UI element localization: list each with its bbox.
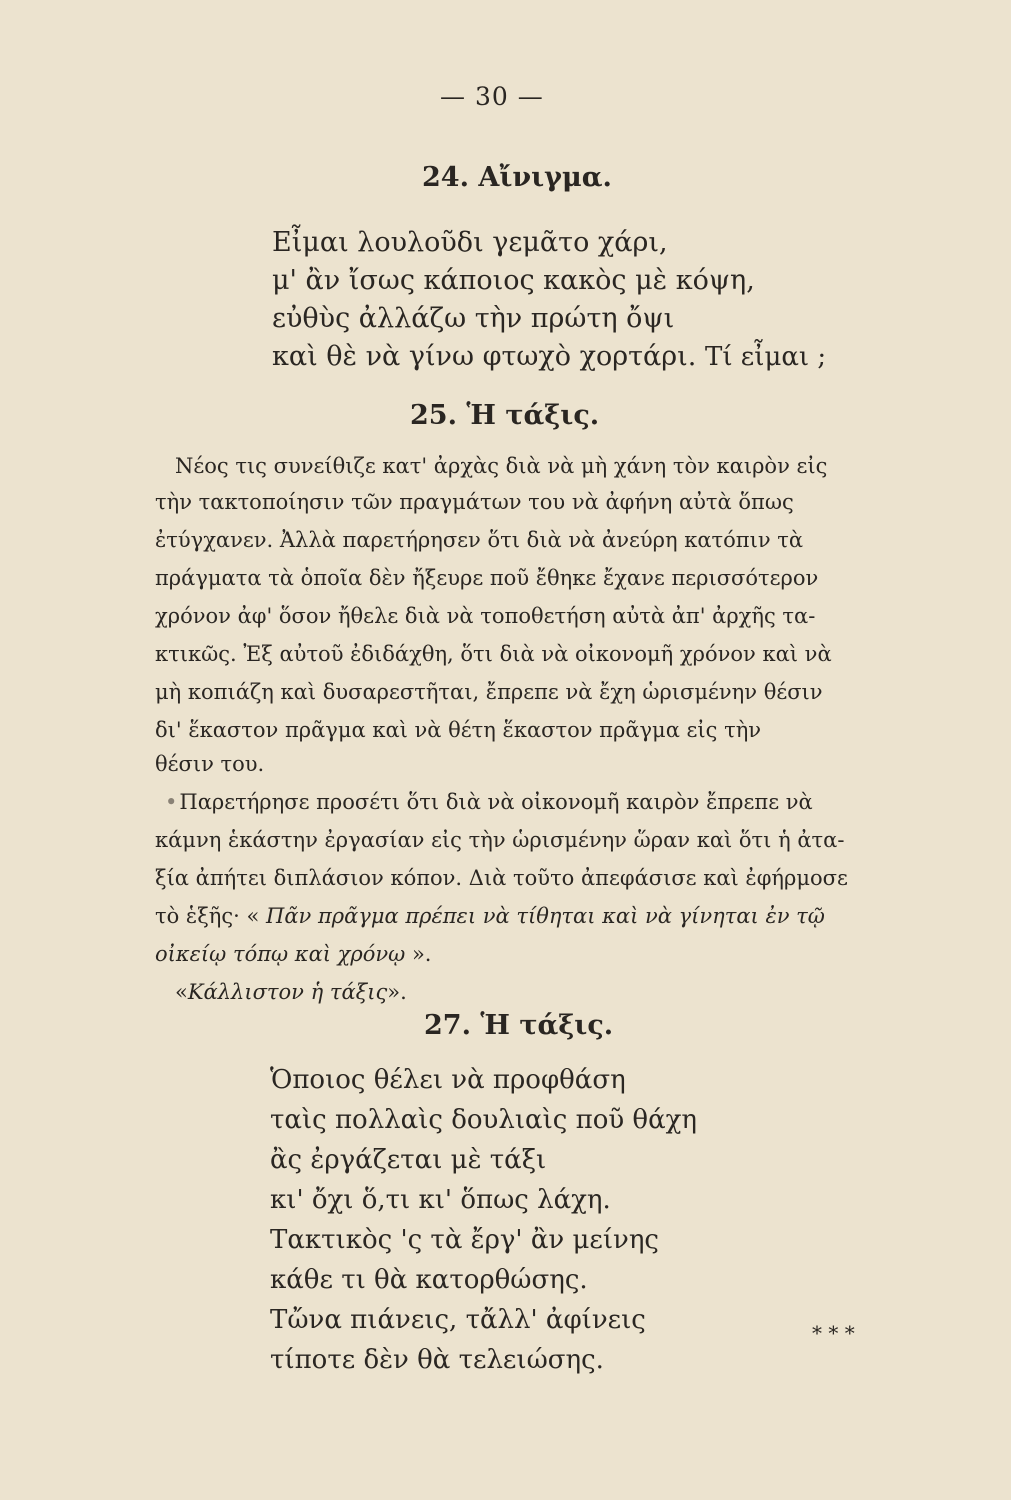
prose-line (175, 980, 407, 1004)
verse-line: Τακτικὸς 'ς τὰ ἔργ' ἂν μείνης (270, 1225, 659, 1255)
asterism-ornament: * * * (812, 1321, 855, 1345)
verse-line: ἂς ἐργάζεται μὲ τάξι (270, 1145, 547, 1175)
prose-line: μὴ κοπιάζη καὶ δυσαρεστῆται, ἔπρεπε νὰ ἔχη ὡρισμένην θέσιν (155, 680, 823, 704)
quote-text: Κάλλιστον ἡ τάξις (187, 980, 388, 1004)
prose-text: ». (405, 942, 432, 966)
section-25-title: 25. Ἡ τάξις. (410, 400, 600, 431)
verse-line: κι' ὄχι ὅ,τι κι' ὅπως λάχη. (270, 1185, 611, 1215)
verse-line: Ὁποιος θέλει νὰ προφθάση (270, 1065, 626, 1095)
prose-text: τὸ ἑξῆς· « (155, 904, 260, 928)
prose-line: χρόνον ἀφ' ὅσον ἤθελε διὰ νὰ τοποθετήση αὐτὰ ἀπ' ἀρχῆς τα- (155, 604, 816, 628)
prose-line: θέσιν του. (155, 752, 265, 776)
prose-line (155, 904, 825, 928)
prose-line: κτικῶς. Ἐξ αὐτοῦ ἐδιδάχθη, ὅτι διὰ νὰ οἰκονομῆ χρόνον καὶ νὰ (155, 642, 832, 666)
quote-open: « (175, 980, 188, 1004)
verse-line: κάθε τι θὰ κατορθώσης. (270, 1265, 588, 1295)
riddle-question: Τί εἶμαι ; (705, 342, 827, 372)
verse-line: Τὤνα πιάνεις, τἄλλ' ἀφίνεις (270, 1305, 646, 1335)
riddle-line: καὶ θὲ νὰ γίνω φτωχὸ χορτάρι. (272, 341, 697, 372)
quote-close: ». (387, 980, 407, 1004)
prose-text: Παρετήρησε προσέτι ὅτι διὰ νὰ οἰκονομῆ καιρὸν ἔπρεπε νὰ (179, 790, 813, 814)
bullet-mark: • (165, 790, 178, 814)
maxim-text: οἰκείῳ τόπῳ καὶ χρόνῳ (155, 942, 406, 966)
section-27-title: 27. Ἡ τάξις. (424, 1010, 614, 1041)
maxim-text: Πᾶν πρᾶγμα πρέπει νὰ τίθηται καὶ νὰ γίνηται ἐν τῷ (266, 904, 825, 928)
prose-line (165, 790, 813, 814)
prose-line: ἐτύγχανεν. Ἀλλὰ παρετήρησεν ὅτι διὰ νὰ ἀνεύρη κατόπιν τὰ (155, 528, 804, 552)
prose-line: πράγματα τὰ ὁποῖα δὲν ἤξευρε ποῦ ἔθηκε ἔχανε περισσότερον (155, 566, 819, 590)
prose-line: ξία ἀπήτει διπλάσιον κόπον. Διὰ τοῦτο ἀπεφάσισε καὶ ἐφήρμοσε (155, 866, 848, 890)
section-24-title: 24. Αἴνιγμα. (422, 162, 612, 193)
riddle-line: Εἶμαι λουλοῦδι γεμᾶτο χάρι, (272, 227, 668, 258)
riddle-line: εὐθὺς ἀλλάζω τὴν πρώτη ὄψι (272, 303, 675, 334)
verse-line: τίποτε δὲν θὰ τελειώσης. (270, 1345, 604, 1375)
prose-line (155, 942, 431, 966)
prose-line: Νέος τις συνείθιζε κατ' ἀρχὰς διὰ νὰ μὴ χάνη τὸν καιρὸν εἰς (175, 454, 828, 478)
prose-line: τὴν τακτοποίησιν τῶν πραγμάτων του νὰ ἀφήνη αὐτὰ ὅπως (155, 490, 794, 514)
verse-line: ταὶς πολλαὶς δουλιαὶς ποῦ θάχη (270, 1105, 697, 1135)
prose-line: δι' ἕκαστον πρᾶγμα καὶ νὰ θέτη ἕκαστον πρᾶγμα εἰς τὴν (155, 718, 762, 742)
page-number: — 30 — (440, 82, 544, 111)
riddle-line: μ' ἂν ἴσως κάποιος κακὸς μὲ κόψη, (272, 265, 755, 296)
prose-line: κάμνη ἑκάστην ἐργασίαν εἰς τὴν ὡρισμένην ὥραν καὶ ὅτι ἡ ἀτα- (155, 828, 845, 852)
